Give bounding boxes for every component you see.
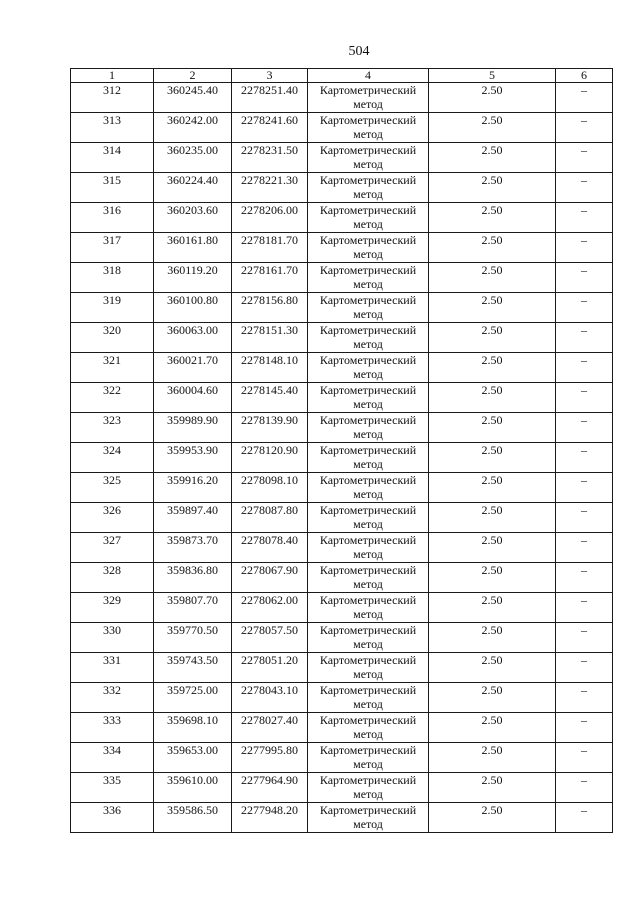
method-line-2: метод xyxy=(353,217,383,231)
method-line-1: Картометрический xyxy=(319,773,417,787)
note-cell: – xyxy=(556,353,613,383)
method-line-2: метод xyxy=(353,787,383,801)
method-line-2: метод xyxy=(353,367,383,381)
method-line-2: метод xyxy=(353,667,383,681)
method-line-2: метод xyxy=(353,127,383,141)
table-row xyxy=(71,533,613,563)
point-number-cell: 324 xyxy=(71,443,154,473)
point-number-cell: 314 xyxy=(71,143,154,173)
accuracy-cell: 2.50 xyxy=(429,623,556,653)
note-cell: – xyxy=(556,533,613,563)
method-cell xyxy=(308,113,429,143)
method-line-1: Картометрический xyxy=(319,203,417,217)
method-line-1: Картометрический xyxy=(319,683,417,697)
y-coordinate-cell: 2277948.20 xyxy=(232,803,308,833)
table-row xyxy=(71,773,613,803)
y-coordinate-cell: 2278148.10 xyxy=(232,353,308,383)
y-coordinate-cell: 2278098.10 xyxy=(232,473,308,503)
accuracy-cell: 2.50 xyxy=(429,563,556,593)
method-cell xyxy=(308,413,429,443)
x-coordinate-cell: 359770.50 xyxy=(154,623,232,653)
point-number-cell: 313 xyxy=(71,113,154,143)
method-line-2: метод xyxy=(353,697,383,711)
table-row xyxy=(71,473,613,503)
table-row xyxy=(71,323,613,353)
x-coordinate-cell: 360119.20 xyxy=(154,263,232,293)
point-number-cell: 336 xyxy=(71,803,154,833)
note-cell: – xyxy=(556,743,613,773)
method-line-2: метод xyxy=(353,337,383,351)
point-number-cell: 330 xyxy=(71,623,154,653)
accuracy-cell: 2.50 xyxy=(429,803,556,833)
point-number-cell: 312 xyxy=(71,83,154,113)
x-coordinate-cell: 360245.40 xyxy=(154,83,232,113)
method-line-1: Картометрический xyxy=(319,713,417,727)
table-row xyxy=(71,233,613,263)
note-cell: – xyxy=(556,503,613,533)
table-row xyxy=(71,743,613,773)
y-coordinate-cell: 2278043.10 xyxy=(232,683,308,713)
method-line-2: метод xyxy=(353,457,383,471)
method-line-1: Картометрический xyxy=(319,113,417,127)
accuracy-cell: 2.50 xyxy=(429,353,556,383)
accuracy-cell: 2.50 xyxy=(429,143,556,173)
x-coordinate-cell: 359653.00 xyxy=(154,743,232,773)
table-row xyxy=(71,83,613,113)
table-header xyxy=(71,69,613,83)
y-coordinate-cell: 2278120.90 xyxy=(232,443,308,473)
point-number-cell: 325 xyxy=(71,473,154,503)
method-cell xyxy=(308,323,429,353)
table-body xyxy=(71,83,613,833)
coordinates-table xyxy=(70,68,613,833)
table-row xyxy=(71,503,613,533)
method-line-2: метод xyxy=(353,577,383,591)
column-header-1: 1 xyxy=(71,69,154,83)
method-line-2: метод xyxy=(353,607,383,621)
point-number-cell: 321 xyxy=(71,353,154,383)
table-row xyxy=(71,713,613,743)
method-cell xyxy=(308,83,429,113)
y-coordinate-cell: 2278161.70 xyxy=(232,263,308,293)
x-coordinate-cell: 359989.90 xyxy=(154,413,232,443)
method-cell xyxy=(308,713,429,743)
accuracy-cell: 2.50 xyxy=(429,443,556,473)
method-cell xyxy=(308,173,429,203)
x-coordinate-cell: 359836.80 xyxy=(154,563,232,593)
point-number-cell: 323 xyxy=(71,413,154,443)
table-row xyxy=(71,683,613,713)
point-number-cell: 335 xyxy=(71,773,154,803)
method-line-1: Картометрический xyxy=(319,383,417,397)
accuracy-cell: 2.50 xyxy=(429,743,556,773)
accuracy-cell: 2.50 xyxy=(429,293,556,323)
column-header-2: 2 xyxy=(154,69,232,83)
note-cell: – xyxy=(556,203,613,233)
accuracy-cell: 2.50 xyxy=(429,233,556,263)
method-cell xyxy=(308,593,429,623)
method-cell xyxy=(308,473,429,503)
note-cell: – xyxy=(556,383,613,413)
accuracy-cell: 2.50 xyxy=(429,263,556,293)
accuracy-cell: 2.50 xyxy=(429,383,556,413)
table-row xyxy=(71,653,613,683)
header-row xyxy=(71,69,613,83)
accuracy-cell: 2.50 xyxy=(429,173,556,203)
table-row xyxy=(71,623,613,653)
method-line-2: метод xyxy=(353,247,383,261)
method-line-2: метод xyxy=(353,757,383,771)
method-cell xyxy=(308,263,429,293)
method-line-1: Картометрический xyxy=(319,653,417,667)
column-header-6: 6 xyxy=(556,69,613,83)
x-coordinate-cell: 360242.00 xyxy=(154,113,232,143)
method-line-1: Картометрический xyxy=(319,323,417,337)
method-line-2: метод xyxy=(353,397,383,411)
x-coordinate-cell: 359725.00 xyxy=(154,683,232,713)
note-cell: – xyxy=(556,143,613,173)
method-cell xyxy=(308,353,429,383)
x-coordinate-cell: 360235.00 xyxy=(154,143,232,173)
y-coordinate-cell: 2278156.80 xyxy=(232,293,308,323)
note-cell: – xyxy=(556,293,613,323)
y-coordinate-cell: 2278078.40 xyxy=(232,533,308,563)
method-line-2: метод xyxy=(353,277,383,291)
method-line-1: Картометрический xyxy=(319,83,417,97)
method-cell xyxy=(308,293,429,323)
accuracy-cell: 2.50 xyxy=(429,683,556,713)
x-coordinate-cell: 359743.50 xyxy=(154,653,232,683)
table-row xyxy=(71,443,613,473)
note-cell: – xyxy=(556,83,613,113)
method-line-1: Картометрический xyxy=(319,803,417,817)
note-cell: – xyxy=(556,713,613,743)
x-coordinate-cell: 359698.10 xyxy=(154,713,232,743)
table-row xyxy=(71,173,613,203)
table-row xyxy=(71,353,613,383)
method-line-1: Картометрический xyxy=(319,353,417,367)
accuracy-cell: 2.50 xyxy=(429,473,556,503)
point-number-cell: 316 xyxy=(71,203,154,233)
page-number: 504 xyxy=(348,44,370,59)
accuracy-cell: 2.50 xyxy=(429,593,556,623)
table-row xyxy=(71,593,613,623)
point-number-cell: 329 xyxy=(71,593,154,623)
point-number-cell: 334 xyxy=(71,743,154,773)
method-line-1: Картометрический xyxy=(319,593,417,607)
x-coordinate-cell: 360161.80 xyxy=(154,233,232,263)
method-line-1: Картометрический xyxy=(319,143,417,157)
method-cell xyxy=(308,503,429,533)
table-row xyxy=(71,563,613,593)
method-line-1: Картометрический xyxy=(319,503,417,517)
method-line-2: метод xyxy=(353,817,383,831)
y-coordinate-cell: 2278087.80 xyxy=(232,503,308,533)
y-coordinate-cell: 2278062.00 xyxy=(232,593,308,623)
method-line-2: метод xyxy=(353,97,383,111)
note-cell: – xyxy=(556,623,613,653)
point-number-cell: 320 xyxy=(71,323,154,353)
table-row xyxy=(71,143,613,173)
y-coordinate-cell: 2277995.80 xyxy=(232,743,308,773)
column-header-3: 3 xyxy=(232,69,308,83)
x-coordinate-cell: 359953.90 xyxy=(154,443,232,473)
y-coordinate-cell: 2278181.70 xyxy=(232,233,308,263)
method-line-1: Картометрический xyxy=(319,263,417,277)
y-coordinate-cell: 2278057.50 xyxy=(232,623,308,653)
method-cell xyxy=(308,683,429,713)
method-cell xyxy=(308,653,429,683)
accuracy-cell: 2.50 xyxy=(429,503,556,533)
x-coordinate-cell: 360224.40 xyxy=(154,173,232,203)
point-number-cell: 317 xyxy=(71,233,154,263)
method-line-2: метод xyxy=(353,517,383,531)
accuracy-cell: 2.50 xyxy=(429,713,556,743)
method-line-1: Картометрический xyxy=(319,533,417,547)
method-line-2: метод xyxy=(353,487,383,501)
accuracy-cell: 2.50 xyxy=(429,773,556,803)
table-row xyxy=(71,203,613,233)
method-line-1: Картометрический xyxy=(319,293,417,307)
x-coordinate-cell: 359807.70 xyxy=(154,593,232,623)
y-coordinate-cell: 2278027.40 xyxy=(232,713,308,743)
y-coordinate-cell: 2278231.50 xyxy=(232,143,308,173)
accuracy-cell: 2.50 xyxy=(429,113,556,143)
note-cell: – xyxy=(556,593,613,623)
x-coordinate-cell: 359897.40 xyxy=(154,503,232,533)
note-cell: – xyxy=(556,683,613,713)
point-number-cell: 318 xyxy=(71,263,154,293)
note-cell: – xyxy=(556,773,613,803)
note-cell: – xyxy=(556,803,613,833)
y-coordinate-cell: 2278241.60 xyxy=(232,113,308,143)
method-cell xyxy=(308,443,429,473)
x-coordinate-cell: 359586.50 xyxy=(154,803,232,833)
note-cell: – xyxy=(556,473,613,503)
note-cell: – xyxy=(556,233,613,263)
method-line-2: метод xyxy=(353,187,383,201)
accuracy-cell: 2.50 xyxy=(429,83,556,113)
x-coordinate-cell: 359916.20 xyxy=(154,473,232,503)
note-cell: – xyxy=(556,173,613,203)
point-number-cell: 327 xyxy=(71,533,154,563)
column-header-4: 4 xyxy=(308,69,429,83)
note-cell: – xyxy=(556,413,613,443)
method-cell xyxy=(308,563,429,593)
accuracy-cell: 2.50 xyxy=(429,413,556,443)
x-coordinate-cell: 360063.00 xyxy=(154,323,232,353)
note-cell: – xyxy=(556,443,613,473)
method-cell xyxy=(308,533,429,563)
y-coordinate-cell: 2278251.40 xyxy=(232,83,308,113)
point-number-cell: 326 xyxy=(71,503,154,533)
y-coordinate-cell: 2278151.30 xyxy=(232,323,308,353)
table-row xyxy=(71,803,613,833)
method-cell xyxy=(308,773,429,803)
y-coordinate-cell: 2278145.40 xyxy=(232,383,308,413)
x-coordinate-cell: 360021.70 xyxy=(154,353,232,383)
point-number-cell: 332 xyxy=(71,683,154,713)
point-number-cell: 331 xyxy=(71,653,154,683)
table-row xyxy=(71,383,613,413)
accuracy-cell: 2.50 xyxy=(429,533,556,563)
point-number-cell: 333 xyxy=(71,713,154,743)
method-cell xyxy=(308,623,429,653)
y-coordinate-cell: 2278139.90 xyxy=(232,413,308,443)
point-number-cell: 328 xyxy=(71,563,154,593)
table-row xyxy=(71,293,613,323)
method-line-1: Картометрический xyxy=(319,743,417,757)
table-row xyxy=(71,113,613,143)
note-cell: – xyxy=(556,263,613,293)
method-line-1: Картометрический xyxy=(319,473,417,487)
x-coordinate-cell: 359610.00 xyxy=(154,773,232,803)
method-cell xyxy=(308,203,429,233)
method-cell xyxy=(308,143,429,173)
method-cell xyxy=(308,743,429,773)
table-row xyxy=(71,413,613,443)
x-coordinate-cell: 359873.70 xyxy=(154,533,232,563)
method-line-2: метод xyxy=(353,547,383,561)
x-coordinate-cell: 360203.60 xyxy=(154,203,232,233)
y-coordinate-cell: 2278221.30 xyxy=(232,173,308,203)
method-line-1: Картометрический xyxy=(319,443,417,457)
note-cell: – xyxy=(556,653,613,683)
x-coordinate-cell: 360004.60 xyxy=(154,383,232,413)
point-number-cell: 315 xyxy=(71,173,154,203)
y-coordinate-cell: 2278206.00 xyxy=(232,203,308,233)
method-line-2: метод xyxy=(353,427,383,441)
method-line-1: Картометрический xyxy=(319,563,417,577)
y-coordinate-cell: 2278051.20 xyxy=(232,653,308,683)
method-line-2: метод xyxy=(353,307,383,321)
note-cell: – xyxy=(556,113,613,143)
point-number-cell: 322 xyxy=(71,383,154,413)
method-line-2: метод xyxy=(353,727,383,741)
method-line-1: Картометрический xyxy=(319,233,417,247)
method-line-2: метод xyxy=(353,157,383,171)
accuracy-cell: 2.50 xyxy=(429,203,556,233)
method-line-2: метод xyxy=(353,637,383,651)
method-line-1: Картометрический xyxy=(319,413,417,427)
table-row xyxy=(71,263,613,293)
x-coordinate-cell: 360100.80 xyxy=(154,293,232,323)
column-header-5: 5 xyxy=(429,69,556,83)
method-line-1: Картометрический xyxy=(319,173,417,187)
y-coordinate-cell: 2277964.90 xyxy=(232,773,308,803)
method-cell xyxy=(308,233,429,263)
note-cell: – xyxy=(556,563,613,593)
accuracy-cell: 2.50 xyxy=(429,323,556,353)
y-coordinate-cell: 2278067.90 xyxy=(232,563,308,593)
point-number-cell: 319 xyxy=(71,293,154,323)
method-cell xyxy=(308,803,429,833)
note-cell: – xyxy=(556,323,613,353)
accuracy-cell: 2.50 xyxy=(429,653,556,683)
method-cell xyxy=(308,383,429,413)
method-line-1: Картометрический xyxy=(319,623,417,637)
